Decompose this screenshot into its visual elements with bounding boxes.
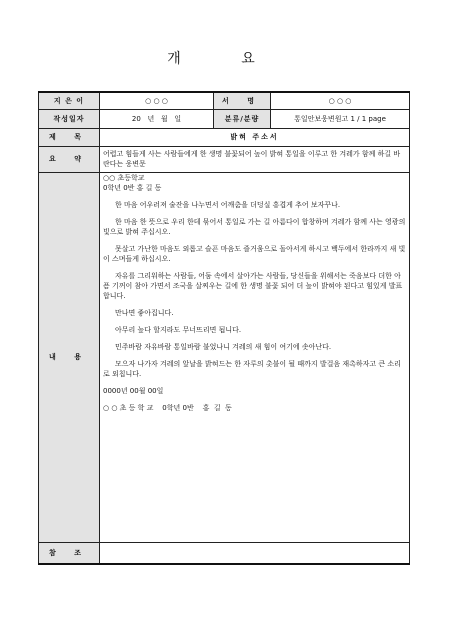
content-paragraph-8: 모으자 나가자 겨레의 앞날을 밝혀드는 한 자루의 촛불이 될 때까지 발걸음 재촉하자고 큰 소리로 외칩니다.	[103, 359, 401, 378]
reference-row	[39, 542, 410, 564]
page-title: 개 요	[167, 51, 283, 67]
content-paragraph-7: 민주바람 자유바람 통일바람 불었나니 겨레의 새 힘이 여기에 솟아난다.	[115, 342, 332, 351]
closing-date: 0000년 00월 00일	[103, 386, 164, 395]
reference-value[interactable]	[100, 542, 410, 564]
content-school: ○○ 초등학교	[103, 173, 145, 182]
author-value[interactable]: ○ ○ ○	[100, 92, 214, 109]
content-paragraph-1: 한 마음 어우러져 술잔을 나누면서 어깨춤을 더덩실 흥겹게 추어 보자꾸나.	[115, 200, 341, 209]
content-paragraph-6: 아무리 높다 할지라도 무너뜨리면 됩니다.	[115, 325, 242, 334]
category-value[interactable]: 통일안보웅변원고 1 / 1 page	[271, 109, 410, 128]
content-paragraph-3: 못살고 가난한 마음도 외롭고 슬픈 마음도 즐거움으로 돌아서게 하시고 백두에서 한라까지 새 빛이 스며들게 하십시오.	[103, 244, 406, 263]
author-row	[39, 92, 410, 109]
content-speaker: 0학년 0반 홍 길 동	[103, 183, 162, 192]
signature-value[interactable]: ○ ○ ○	[271, 92, 410, 109]
subject-label: 제 목	[39, 128, 100, 146]
subject-value[interactable]: 밝혀 주소서	[100, 128, 410, 146]
summary-label: 요 약	[39, 146, 100, 172]
content-body[interactable]	[100, 172, 410, 542]
date-label: 작성일자	[39, 109, 100, 128]
content-row	[39, 172, 410, 542]
reference-label: 참 조	[39, 542, 100, 564]
summary-value[interactable]: 어렵고 힘들게 사는 사람들에게 한 생명 불꽃되어 높이 밝혀 통일을 이루고 한 겨레가 함께 하길 바란다는 웅변문	[100, 146, 410, 172]
date-value[interactable]: 20 년 월 일	[100, 109, 214, 128]
summary-row	[39, 146, 410, 172]
closing-signature: ○ ○ 초 등 학 교 0학년 0반 홍 길 동	[103, 403, 232, 412]
category-label: 분류/분량	[214, 109, 271, 128]
subject-row	[39, 128, 410, 146]
content-label: 내 용	[39, 172, 100, 542]
author-label: 지 은 이	[39, 92, 100, 109]
date-row	[39, 109, 410, 128]
signature-label: 서 명	[214, 92, 271, 109]
content-paragraph-2: 한 마음 한 뜻으로 우리 한데 묶어서 통일로 가는 길 아름다이 합창하며 겨레가 함께 사는 영광의 빛으로 밝혀 주십시오.	[103, 217, 406, 236]
content-paragraph-4: 자유를 그리워하는 사람들, 어둠 속에서 살아가는 사람들, 당신들을 위해서는 죽음보다 더한 아픔 기꺼이 참아 가면서 조국을 살찌우는 길에 한 생명 불꽃 되어 더 높이 밝혀야 된다고 힘있게 발표합니다.	[103, 271, 403, 300]
content-paragraph-5: 만나면 좋아집니다.	[115, 308, 174, 317]
document-form-table	[38, 91, 410, 565]
